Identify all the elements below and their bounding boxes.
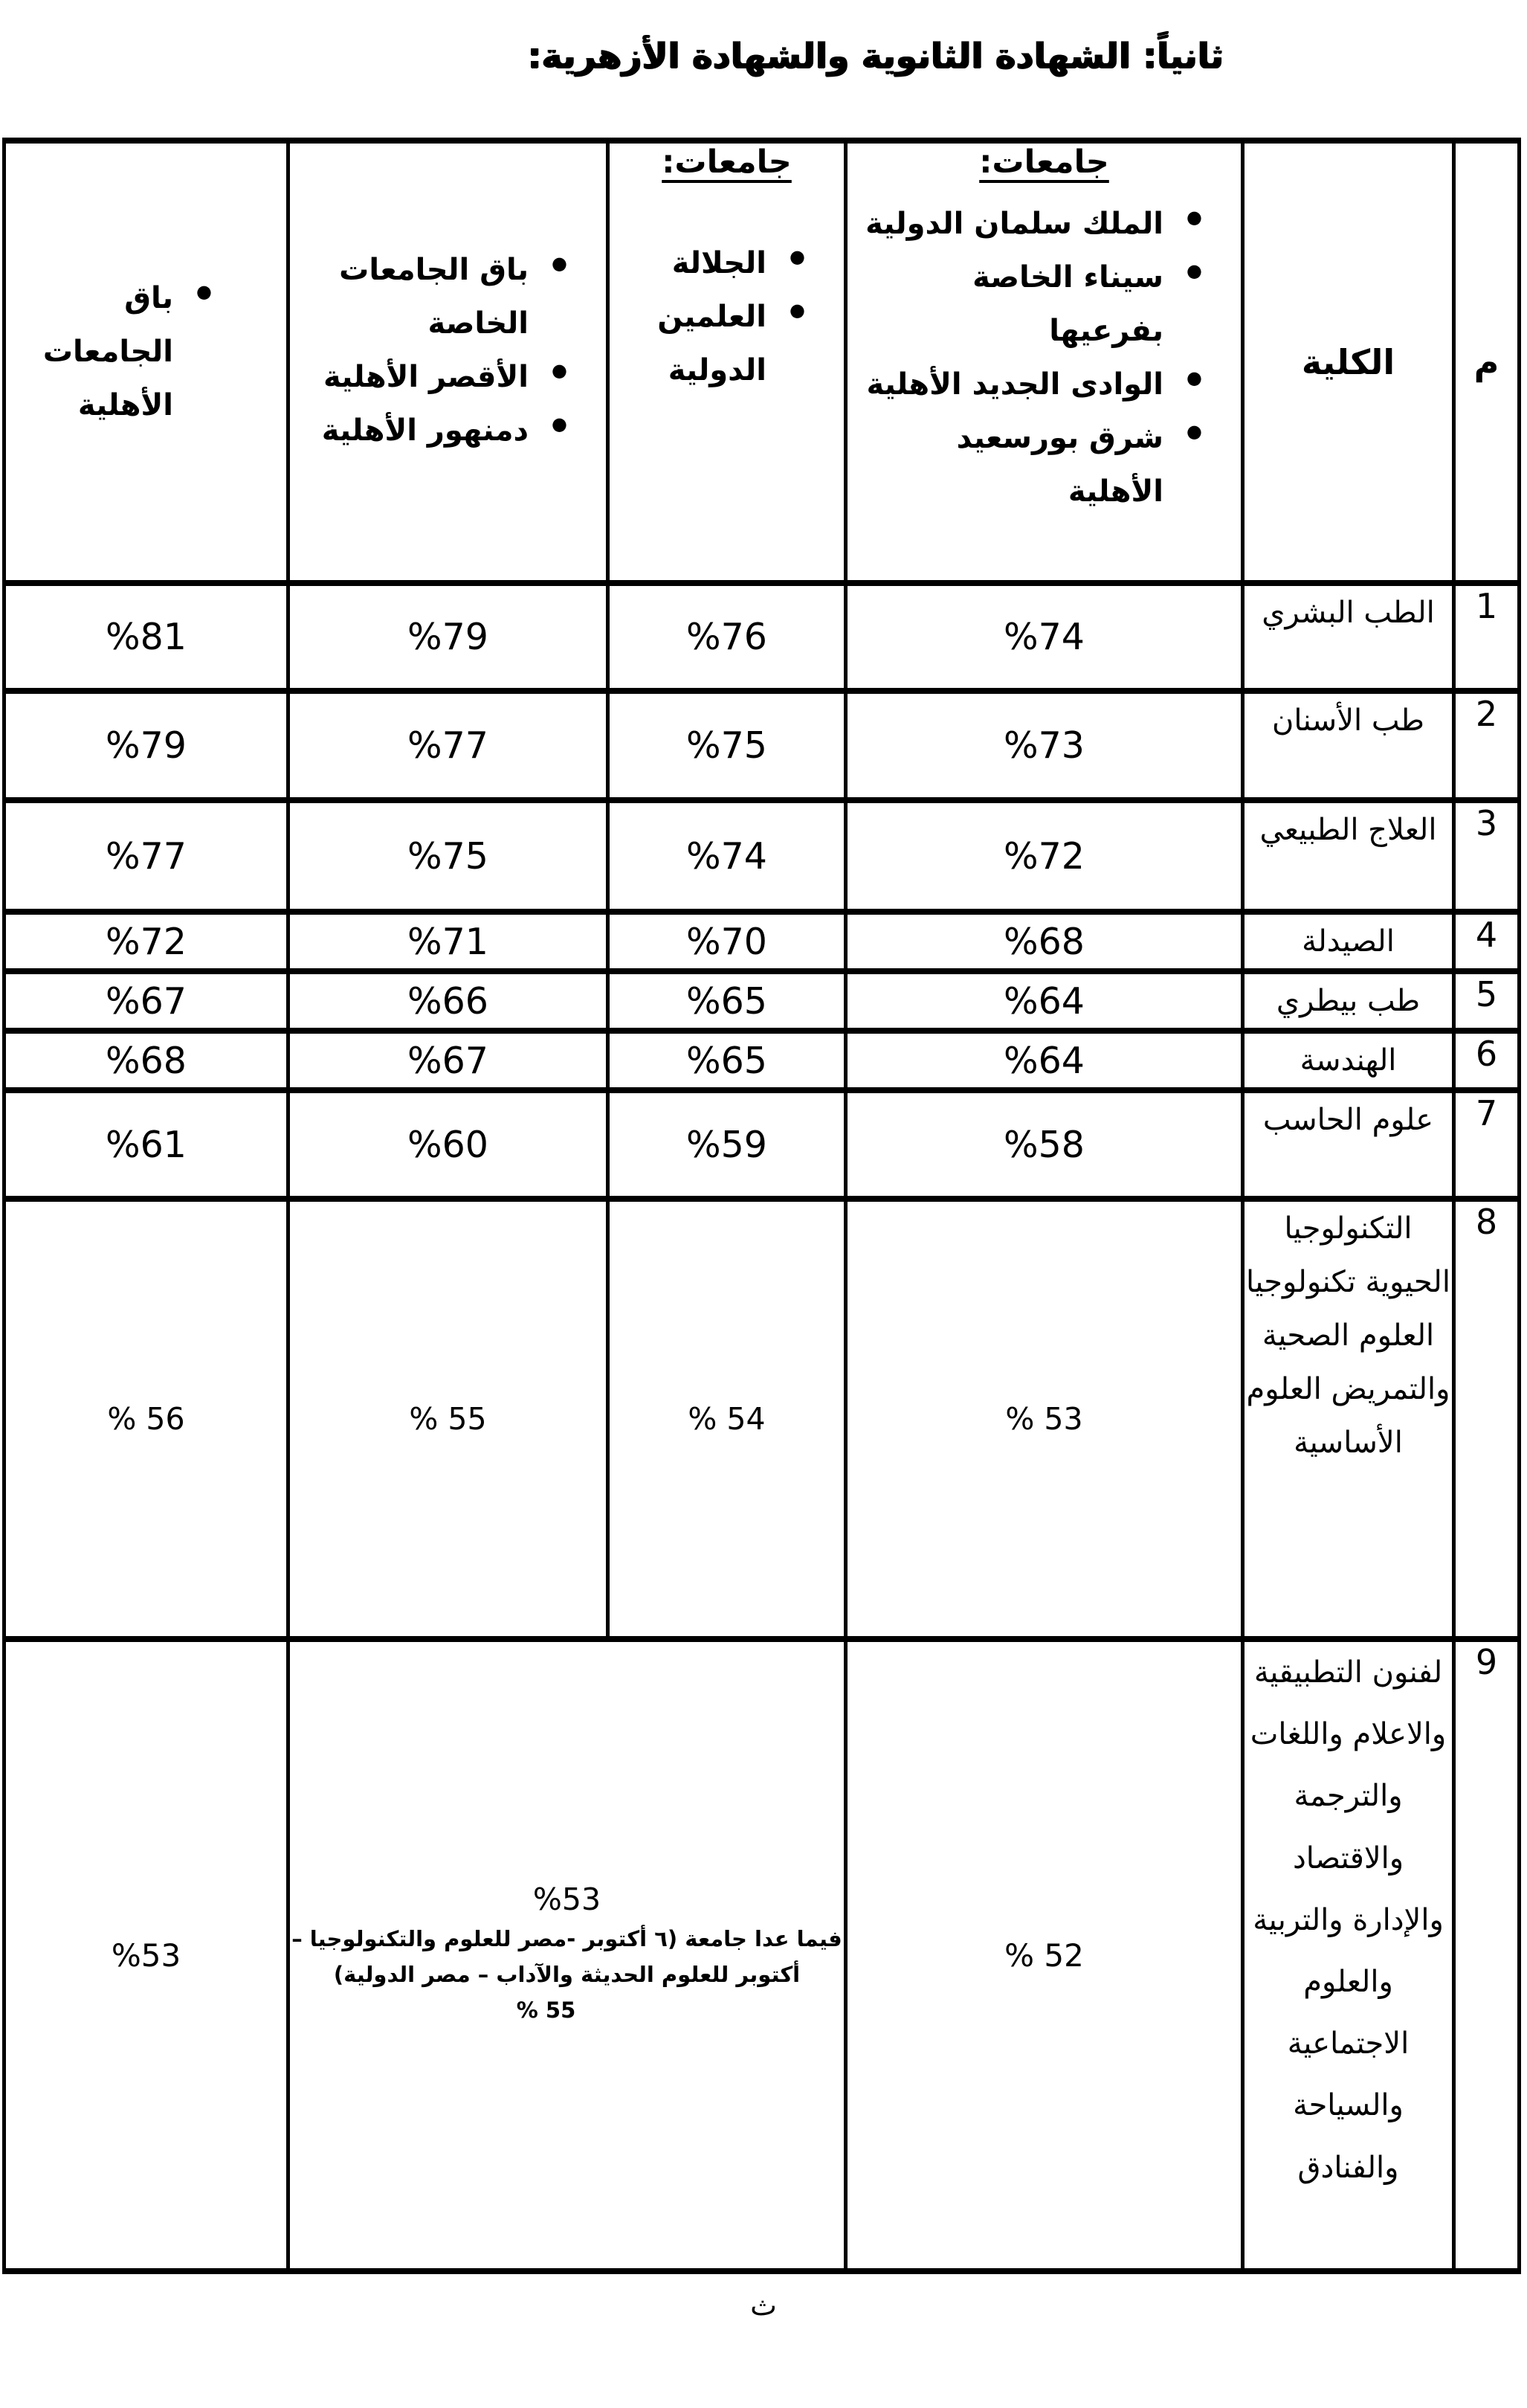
header-group-salman [846, 141, 1243, 583]
grade-salman: %64 [846, 971, 1243, 1031]
faculty-name: علوم الحاسب [1243, 1090, 1454, 1199]
table-row [4, 1031, 1520, 1090]
merged-grade-value: %53 [532, 1881, 601, 1918]
list-item: ● شرق بورسعيد الأهلية [855, 411, 1202, 518]
row-number: 8 [1454, 1199, 1520, 1639]
grade-ahlia: % 56 [4, 1199, 288, 1639]
grade-private: %71 [288, 912, 608, 971]
grade-galala: %65 [608, 971, 846, 1031]
grade-salman: %58 [846, 1090, 1243, 1199]
header-number-column: م [1454, 141, 1520, 583]
grade-galala: %59 [608, 1090, 846, 1199]
list-item: ● باق الجامعات الخاصة [297, 243, 567, 350]
list-item: ● دمنهور الأهلية [297, 404, 567, 457]
group-salman-title: جامعات: [979, 144, 1109, 181]
header-faculty-column: الكلية [1243, 141, 1454, 583]
grade-galala: %75 [608, 691, 846, 800]
row-number: 6 [1454, 1031, 1520, 1090]
row-number: 3 [1454, 800, 1520, 912]
faculty-name: طب بيطري [1243, 971, 1454, 1031]
row-number: 4 [1454, 912, 1520, 971]
grade-private: %75 [288, 800, 608, 912]
grade-private: % 55 [288, 1199, 608, 1639]
header-group-galala [608, 141, 846, 583]
list-item: ● الجلالة [617, 236, 805, 290]
row-number: 9 [1454, 1639, 1520, 2271]
table-row [4, 1199, 1520, 1639]
grade-salman: %74 [846, 583, 1243, 691]
grade-salman: %64 [846, 1031, 1243, 1090]
header-group-private [288, 141, 608, 583]
list-item: ● الملك سلمان الدولية [855, 197, 1202, 251]
grade-ahlia: %72 [4, 912, 288, 971]
row-number: 5 [1454, 971, 1520, 1031]
merged-note-value: % 55 [516, 1997, 576, 2023]
grade-private: %67 [288, 1031, 608, 1090]
list-item: ● العلمين الدولية [617, 290, 805, 397]
grade-galala: %74 [608, 800, 846, 912]
grade-salman: % 53 [846, 1199, 1243, 1639]
page-title: ثانياً: الشهادة الثانوية والشهادة الأزهرية: [527, 36, 1224, 77]
grade-ahlia: %79 [4, 691, 288, 800]
grade-galala: %76 [608, 583, 846, 691]
grade-galala: % 54 [608, 1199, 846, 1639]
list-item: ● سيناء الخاصة بفرعيها [855, 251, 1202, 358]
grade-salman: %72 [846, 800, 1243, 912]
group-private-list [290, 243, 606, 457]
grade-salman: % 52 [846, 1639, 1243, 2271]
grade-galala: %70 [608, 912, 846, 971]
table-row [4, 583, 1520, 691]
grade-merged-exception-cell [288, 1639, 846, 2271]
merged-note-text: فيما عدا جامعة (٦ أكتوبر -مصر للعلوم والتكنولوجيا – أكتوبر للعلوم الحديثة والآداب – مصر الدولية) [291, 1926, 842, 1988]
admissions-table [2, 138, 1521, 2274]
grade-ahlia: %53 [4, 1639, 288, 2271]
table-header-row [4, 141, 1520, 583]
grade-galala: %65 [608, 1031, 846, 1090]
grade-ahlia: %67 [4, 971, 288, 1031]
table-row [4, 971, 1520, 1031]
table-row [4, 800, 1520, 912]
grade-private: %77 [288, 691, 608, 800]
grade-ahlia: %61 [4, 1090, 288, 1199]
grade-private: %66 [288, 971, 608, 1031]
table-row [4, 1090, 1520, 1199]
row-number: 1 [1454, 583, 1520, 691]
grade-ahlia: %77 [4, 800, 288, 912]
faculty-name: لفنون التطبيقية والاعلام واللغات والترجمة والاقتصاد والإدارة والتربية والعلوم الاجتماعية والسياحة والفنادق [1243, 1639, 1454, 2271]
list-item: ● الأقصر الأهلية [297, 350, 567, 404]
header-group-ahlia [4, 141, 288, 583]
merged-grade-note [290, 1922, 844, 2029]
page-letter-marker: ث [750, 2289, 777, 2322]
group-salman-list [848, 197, 1241, 518]
group-galala-list [610, 236, 844, 397]
group-ahlia-list [6, 271, 286, 432]
faculty-name: الصيدلة [1243, 912, 1454, 971]
grade-ahlia: %81 [4, 583, 288, 691]
faculty-name: الهندسة [1243, 1031, 1454, 1090]
faculty-name: العلاج الطبيعي [1243, 800, 1454, 912]
grade-salman: %73 [846, 691, 1243, 800]
table-row [4, 1639, 1520, 2271]
row-number: 7 [1454, 1090, 1520, 1199]
list-item: ● باق الجامعات الأهلية [13, 271, 212, 432]
grade-salman: %68 [846, 912, 1243, 971]
faculty-name: طب الأسنان [1243, 691, 1454, 800]
grade-ahlia: %68 [4, 1031, 288, 1090]
grade-private: %79 [288, 583, 608, 691]
row-number: 2 [1454, 691, 1520, 800]
table-row [4, 912, 1520, 971]
grade-private: %60 [288, 1090, 608, 1199]
table-row [4, 691, 1520, 800]
group-galala-title: جامعات: [662, 144, 792, 181]
faculty-name: التكنولوجيا الحيوية تكنولوجيا العلوم الصحية والتمريض العلوم الأساسية [1243, 1199, 1454, 1639]
faculty-name: الطب البشري [1243, 583, 1454, 691]
list-item: ● الوادى الجديد الأهلية [855, 358, 1202, 411]
